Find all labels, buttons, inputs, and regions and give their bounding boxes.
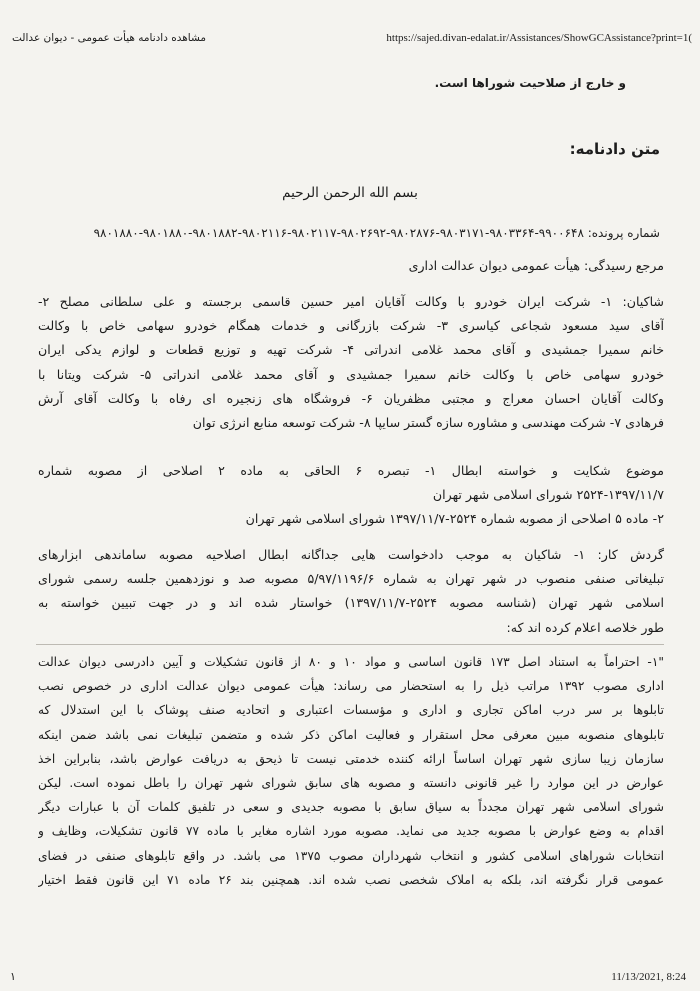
procedure-line: گردش کار: ۱- شاکیان به موجب دادخواست هایی جداگانه ابطال اصلاحیه مصوبه ساماندهی ابزارهای <box>38 547 664 562</box>
quote-line: تابلوهای منصوبه مبین معرفی محل استقرار و فعالیت اماکن ذکر شده و متضمن تبلیغات نمی باشد ضمن اینکه <box>38 727 664 742</box>
subject-paragraph <box>38 459 664 532</box>
plaintiffs-line: خانم سمیرا جمشیدی و آقای محمد غلامی اندراتی ۴- شرکت تهیه و توزیع قطعات و لوازم یدکی ایران <box>38 342 664 358</box>
plaintiffs-line: خودرو سهامی خاص با وکالت خانم سمیرا جمشیدی و آقای محمد غلامی اندراتی ۵- شرکت ویتانا با <box>38 366 664 382</box>
quote-paragraph <box>38 650 664 892</box>
basmala: بسم الله الرحمن الرحیم <box>282 185 418 201</box>
subject-line: ۲- ماده ۵ اصلاحی از مصوبه شماره ۲۵۲۴-۱۳۹۷/۱۱/۷ شورای اسلامی شهر تهران <box>245 511 664 527</box>
quote-line: اداری مصوب ۱۳۹۲ مراتب ذیل را به استحضار می رساند: هیأت عمومی دیوان عدالت اداری در خصوص نصب <box>38 679 664 694</box>
section-heading: متن دادنامه: <box>569 140 660 158</box>
procedure-paragraph <box>38 543 664 640</box>
quote-line: شورای اسلامی شهر تهران مجدداً به سیاق سابق با مصوبه جدیدی و سعی در تلفیق کلمات آن با عبارات دیگر <box>38 800 664 815</box>
plaintiffs-line: فرهادی ۷- شرکت مهندسی و مشاوره سازه گستر سایپا ۸- شرکت توسعه منابع انرژی توان <box>192 415 664 431</box>
reference-text: مرجع رسیدگی: هیأت عمومی دیوان عدالت اداری <box>408 258 664 273</box>
quote-line: اقدام به وضع عوارض با مصوبه جدید می نماید. مصوبه مورد اشاره مغایر با ماده ۷۷ قانون تشکیلات، وظایف و <box>38 824 664 839</box>
quote-line: عوارض در این موارد را غیر قانونی دانسته و مصوبه های سابق شورای شهر تهران را باطل نموده است. لیکن <box>38 776 664 791</box>
quote-line: "۱- احتراماً به استناد اصل ۱۷۳ قانون اساسی و مواد ۱۰ و ۸۰ از قانون تشکیلات و آیین دادرسی دیوان عدالت <box>38 655 664 669</box>
quote-line: عمومی قرار نگرفته اند، بلکه به املاک شخصی نصب شده اند. همچنین بند ۲۶ ماده ۷۱ این قانون فقط اختیار <box>38 872 664 887</box>
divider <box>36 644 664 645</box>
reference-line <box>38 254 664 278</box>
quote-line: انتخابات شوراهای اسلامی کشور و انتخاب شهرداران مصوب ۱۳۷۵ می باشد. در واقع تابلوهای صنفی در فضای <box>38 848 664 863</box>
print-date: 11/13/2021, 8:24 <box>611 971 686 983</box>
intro-line: و خارج از صلاحیت شوراها است. <box>434 76 626 90</box>
page-url[interactable]: https://sajed.divan-edalat.ir/Assistances/ShowGCAssistance?print=1( <box>386 32 692 44</box>
subject-line: ۲۵۲۴-۱۳۹۷/۱۱/۷ شورای اسلامی شهر تهران <box>432 487 664 503</box>
quote-line: سازمان زیبا سازی شهر تهران اساساً ارائه کننده خدمتی نیست تا ذیحق به دریافت عوارض باشد، بنابراین اخذ <box>38 751 664 766</box>
page-title: مشاهده دادنامه هیأت عمومی - دیوان عدالت <box>12 32 206 44</box>
plaintiffs-line: آقای سید مسعود شجاعی کیاسری ۳- شرکت بازرگانی و خدمات همگام خودرو سهامی خاص با وکالت <box>38 318 664 334</box>
plaintiffs-line: وکالت آقایان احسان معراج و مجتبی مظفریان ۶- فروشگاه های زنجیره ای رفاه با وکالت آقای آرش <box>38 390 664 406</box>
procedure-line: تبلیغاتی صنفی منصوب در شهر تهران به شماره ۵/۹۷/۱۱۹۶/۶ مصوبه صد و نوزدهمین جلسه رسمی شورای <box>38 571 664 587</box>
subject-line: موضوع شکایت و خواسته ابطال ۱- تبصره ۶ الحاقی به ماده ۲ اصلاحی از مصوبه شماره <box>38 463 664 478</box>
case-number: شماره پرونده: ۹۹۰۰۶۴۸-۹۸۰۳۳۶۴-۹۸۰۳۱۷۱-۹۸۰۲۸۷۶-۹۸۰۲۶۹۲-۹۸۰۲۱۱۷-۹۸۰۲۱۱۶-۹۸۰۱۸۸۲-۹۸۰۱۸۸۰-۹۸۰۱۸۸۰ <box>93 226 660 240</box>
plaintiffs-line: شاکیان: ۱- شرکت ایران خودرو با وکالت آقایان امیر حسین قاسمی برجسته و علی سلطانی مصلح ۲- <box>38 294 664 309</box>
procedure-line: طور خلاصه اعلام کرده اند که: <box>506 619 664 635</box>
page-number: ۱ <box>10 971 16 983</box>
plaintiffs-paragraph <box>38 290 664 435</box>
procedure-line: اسلامی شهر تهران (شناسه مصوبه ۲۵۲۴-۱۳۹۷/۱۱/۷) خواستار شده اند و در جهت تبیین خواسته به <box>38 595 664 611</box>
quote-line: تابلوها بر سر درب اماکن تجاری و اداری و مؤسسات اعتباری و اتحادیه صنف پوشاک با این استدلال که <box>38 703 664 718</box>
